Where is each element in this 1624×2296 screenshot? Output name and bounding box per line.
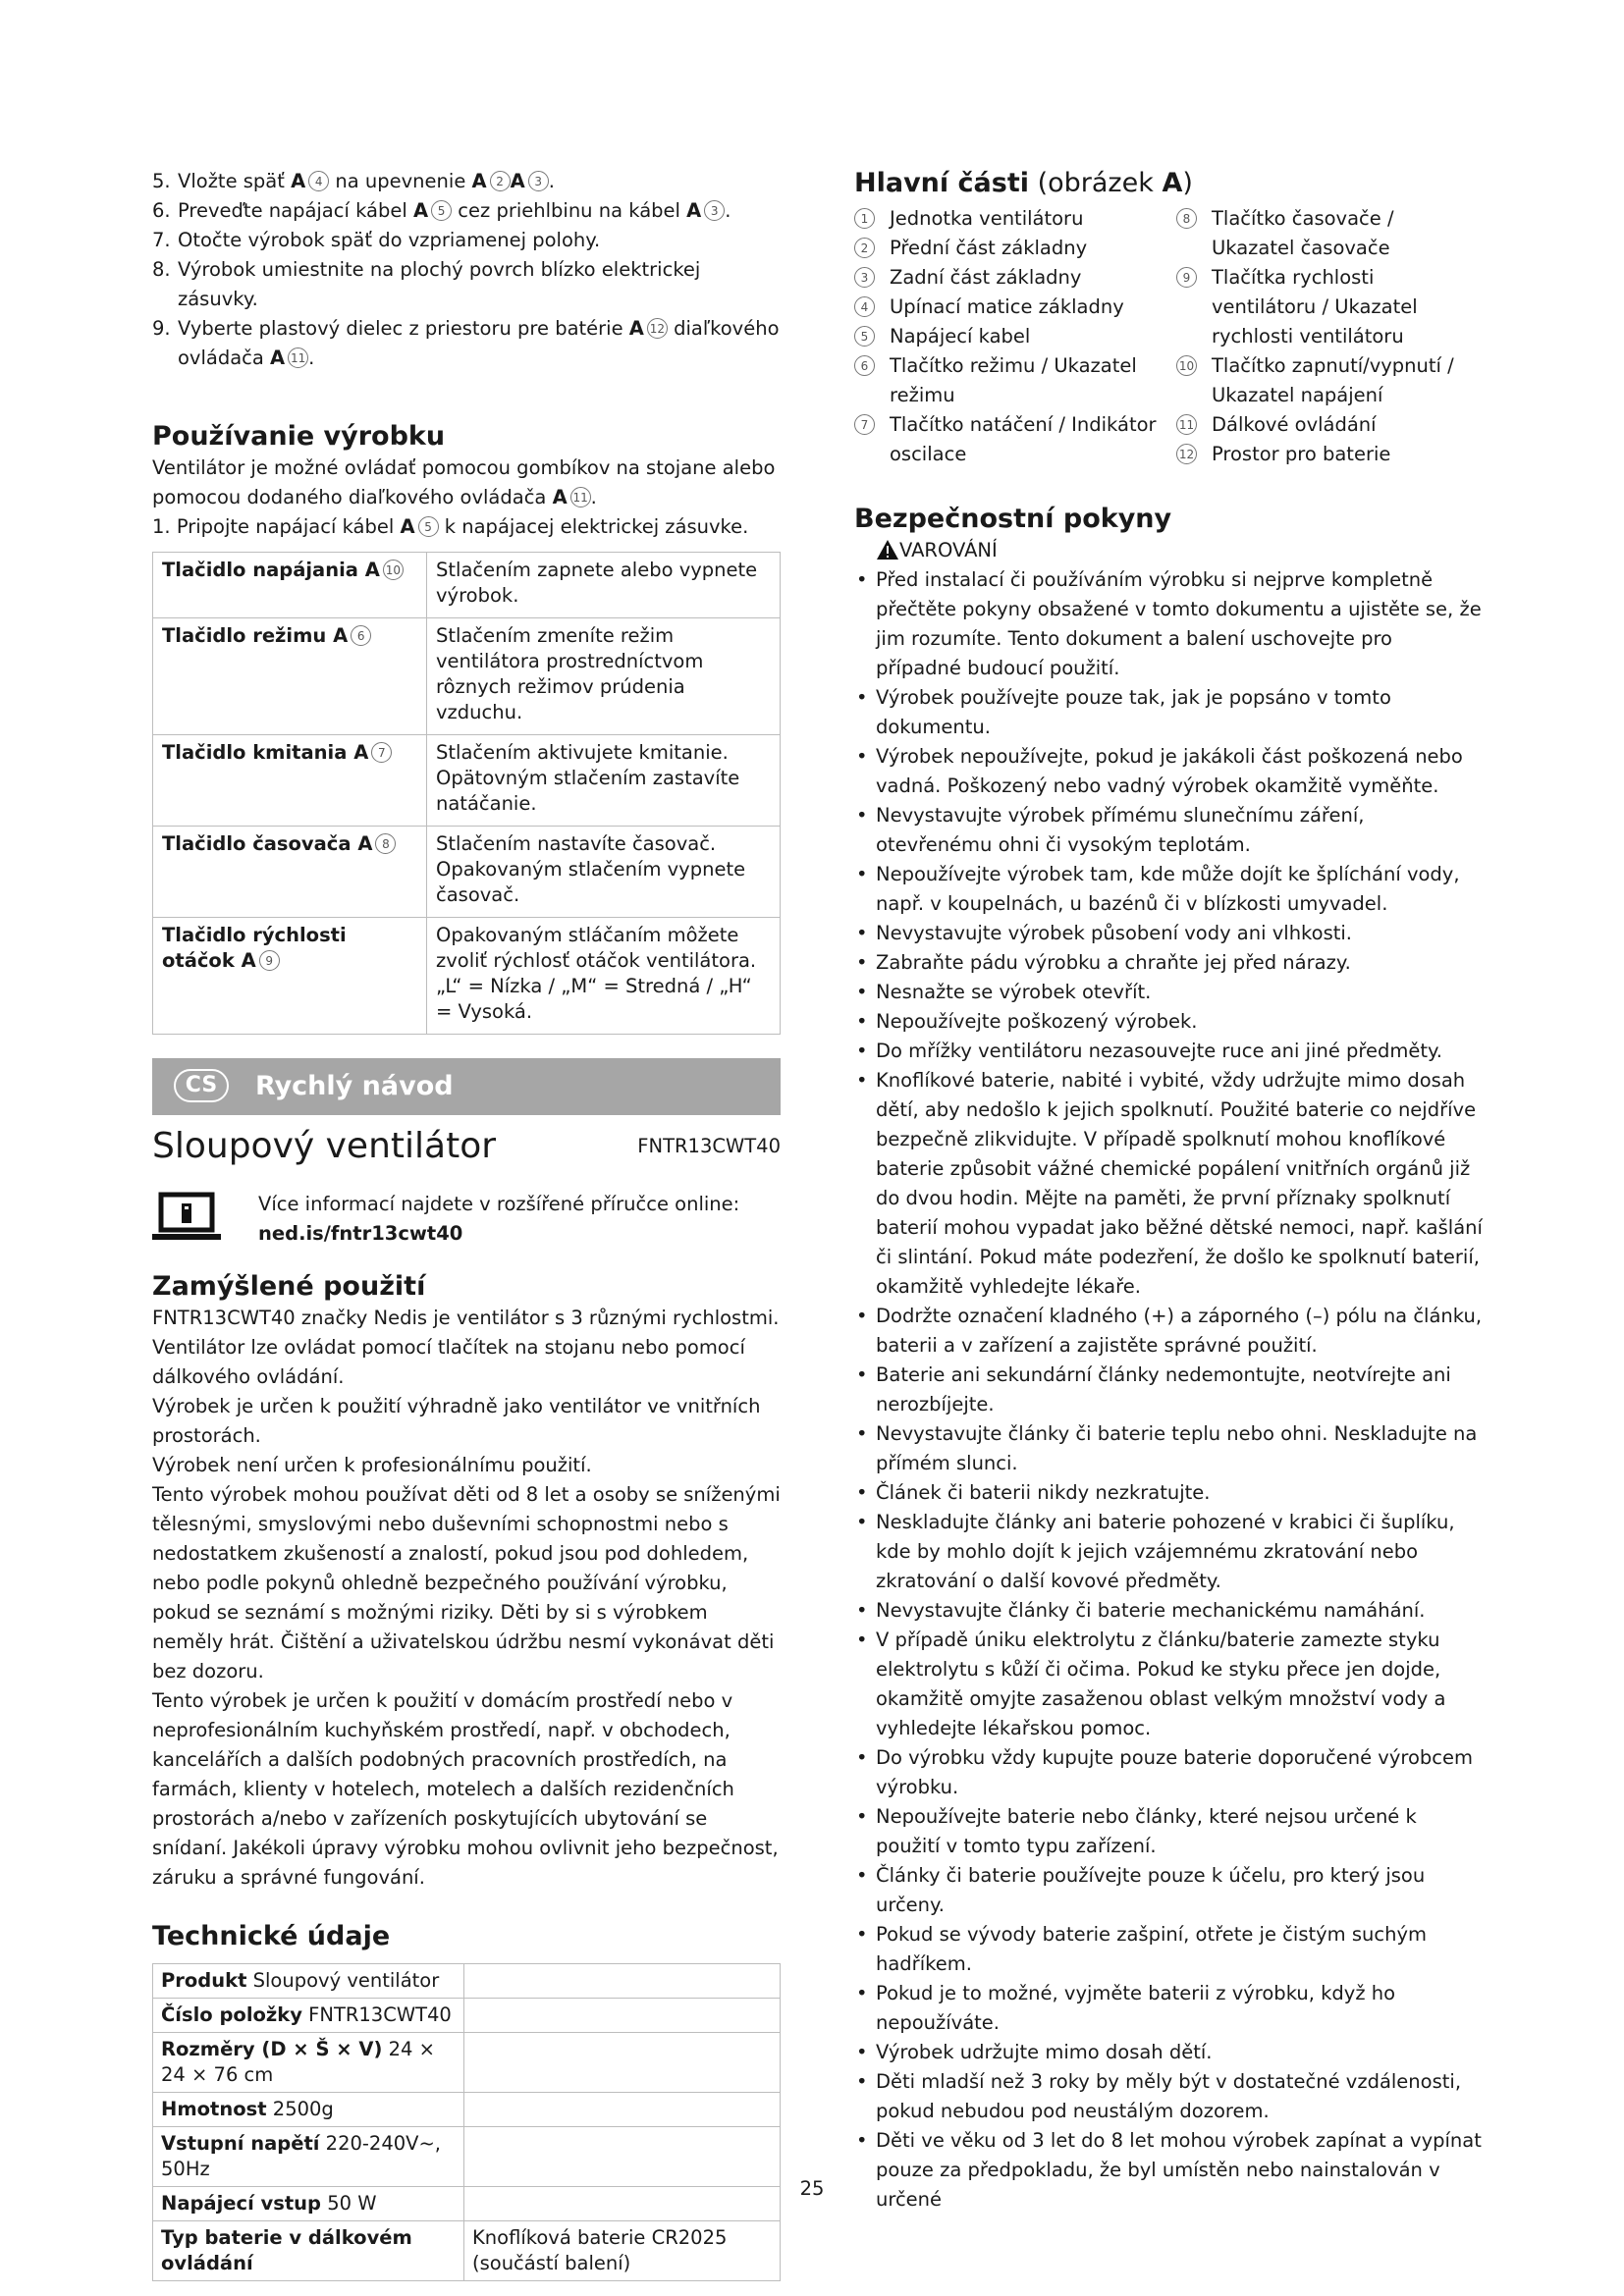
part-item: 4 Upínací matice základny [854,293,1168,322]
part-number-icon: 10 [1176,355,1197,376]
list-item: • Do výrobku vždy kupujte pouze baterie doporučené výrobcem výrobku. [854,1743,1483,1802]
list-item: • Před instalací či používáním výrobku si nejprve kompletně přečtěte pokyny obsažené v tomto dokumentu a ujistěte se, že jim rozumíte. Tento dokument a balení uschovejte pro případné budoucí použití. [854,565,1483,683]
list-item: • Články či baterie používejte pouze k účelu, pro který jsou určeny. [854,1861,1483,1920]
part-number-icon: 9 [1176,267,1197,288]
parts-column-1 [854,204,1168,469]
info-link[interactable]: ned.is/fntr13cwt40 [258,1222,463,1245]
list-item: • V případě úniku elektrolytu z článku/baterie zamezte styku elektrolytu s kůží či očima. Pokud ke styku přece jen dojde, okamžitě omyjte zasaženou oblast velkým množství vody a vyhledejte lékařskou pomoc. [854,1626,1483,1743]
list-item: • Výrobek udržujte mimo dosah dětí. [854,2038,1483,2067]
part-number-icon: 11 [1176,414,1197,435]
right-column [854,167,1483,2215]
intended-paragraph: Tento výrobek je určen k použití v domácím prostředí nebo v neprofesionálním kuchyňském prostředí, např. v obchodech, kancelářích a dalších podobných pracovních prostředích, na farmách, klienty v hotelech, motelech a dalších rezidenčních prostorách a/nebo v zařízeních poskytujících ubytování se snídaní. Jakékoli úpravy výrobku mohou ovlivnit jeho bezpečnost, záruku a správné fungování. [152,1689,779,1889]
part-number-icon: 4 [854,296,875,317]
list-item: • Děti mladší než 3 roky by měly být v dostatečné vzdálenosti, pokud nebudou pod neustálým dozorem. [854,2067,1483,2126]
part-number-icon: 1 [854,208,875,229]
table-row: Tlačidlo napájania A 10 Stlačením zapnete alebo vypnete výrobok. [153,553,781,618]
part-item: 9 Tlačítka rychlosti ventilátoru / Ukazatel rychlosti ventilátoru [1176,263,1483,351]
parts-column-2 [1176,204,1483,469]
part-ref-icon: 3 [704,200,725,221]
list-item: • Nevystavujte výrobek působení vody ani vlhkosti. [854,919,1483,948]
part-number-icon: 6 [854,355,875,376]
specs-table [152,1963,781,2281]
list-item: • Knoflíkové baterie, nabité i vybité, vždy udržujte mimo dosah dětí, aby nedošlo k jejich spolknutí. Použité baterie co nejdříve bezpečně zlikvidujte. V případě spolknutí mohou knoflíkové baterie způsobit vážné chemické popálení vnitřních orgánů již do dvou hodin. Mějte na paměti, že první příznaky spolknutí baterií mohou vypadat jako běžné dětské nemoci, např. kašlání či slintání. Pokud máte podezření, že došlo ke spolknutí baterií, okamžitě vyhledejte lékaře. [854,1066,1483,1302]
safety-heading: Bezpečnostní pokyny [854,504,1172,534]
table-row: Hmotnost 2500g [153,2093,781,2127]
intended-paragraph: Ventilátor lze ovládat pomocí tlačítek na stojanu nebo pomocí dálkového ovládání. [152,1336,745,1388]
product-title: Sloupový ventilátor [152,1126,497,1166]
table-row: Číslo položky FNTR13CWT40 [153,1999,781,2033]
part-ref-icon: 10 [383,560,404,580]
part-number-icon: 8 [1176,208,1197,229]
part-item: 10 Tlačítko zapnutí/vypnutí / Ukazatel napájení [1176,351,1483,410]
part-item: 6 Tlačítko režimu / Ukazatel režimu [854,351,1168,410]
part-item: 12 Prostor pro baterie [1176,440,1483,469]
list-item: • Zabraňte pádu výrobku a chraňte jej před nárazy. [854,948,1483,978]
usage-heading: Používanie výrobku [152,421,446,452]
table-row: Tlačidlo časovača A 8 Stlačením nastavíte časovač. Opakovaným stlačením vypnete časovač. [153,827,781,918]
part-number-icon: 12 [1176,444,1197,464]
part-ref-icon: 11 [570,487,591,507]
part-ref-icon: 4 [308,171,329,191]
usage-intro: Ventilátor je možné ovládať pomocou gombíkov na stojane alebo pomocou dodaného diaľkového ovládača A 11 . [152,456,776,508]
usage-step-1: 1. Pripojte napájací kábel A 5 k napájacej elektrickej zásuvke. [152,515,749,538]
list-item: • Do mřížky ventilátoru nezasouvejte ruce ani jiné předměty. [854,1037,1483,1066]
language-banner [152,1058,781,1115]
part-ref-icon: 9 [259,950,280,971]
part-item: 8 Tlačítko časovače / Ukazatel časovače [1176,204,1483,263]
parts-heading: Hlavní části (obrázek A) [854,168,1193,198]
step-item: 6. Preveďte napájací kábel A 5 cez priehlbinu na kábel A 3 . [152,199,731,222]
part-item: 11 Dálkové ovládání [1176,410,1483,440]
part-number-icon: 3 [854,267,875,288]
list-item: • Pokud se vývody baterie zašpiní, otřete je čistým suchým hadříkem. [854,1920,1483,1979]
part-item: 5 Napájecí kabel [854,322,1168,351]
list-item: • Nepoužívejte výrobek tam, kde může dojít ke šplíchání vody, např. v koupelnách, u bazénů či v blízkosti umyvadel. [854,860,1483,919]
part-ref-icon: 6 [351,625,371,646]
safety-list [854,565,1483,2215]
controls-table [152,552,781,1035]
step-item: 8. Výrobok umiestnite na plochý povrch blízko elektrickej zásuvky. [152,258,701,310]
intended-use-heading: Zamýšlené použití [152,1271,426,1302]
list-item: • Nevystavujte výrobek přímému slunečnímu záření, otevřenému ohni či vysokým teplotám. [854,801,1483,860]
laptop-info-icon [152,1192,221,1243]
intended-paragraph: Tento výrobek mohou používat děti od 8 let a osoby se sníženými tělesnými, smyslovými nebo duševními schopnostmi nebo s nedostatkem zkušeností a znalostí, pokud jsou pod dohledem, nebo podle pokynů ohledně bezpečného používání výrobku, pokud se seznámí s možnými riziky. Děti by si s výrobkem neměly hrát. Čištění a uživatelskou údržbu nesmí vykonávat děti bez dozoru. [152,1483,781,1682]
assembly-steps [152,167,781,373]
table-row: Tlačidlo kmitania A 7 Stlačením aktivujete kmitanie. Opätovným stlačením zastavíte natáčanie. [153,735,781,827]
part-item: 2 Přední část základny [854,234,1168,263]
tech-specs-heading: Technické údaje [152,1921,391,1951]
part-number-icon: 2 [854,238,875,258]
part-ref-icon: 7 [371,742,392,763]
part-ref-icon: 5 [418,516,439,537]
table-row: Tlačidlo režimu A 6 Stlačením zmeníte režim ventilátora prostredníctvom rôznych režimov prúdenia vzduchu. [153,618,781,735]
part-ref-icon: 11 [288,347,308,368]
list-item: • Nepoužívejte poškozený výrobek. [854,1007,1483,1037]
list-item: • Nesnažte se výrobek otevřít. [854,978,1483,1007]
table-row: Produkt Sloupový ventilátor [153,1964,781,1999]
table-row: Napájecí vstup 50 W [153,2187,781,2221]
step-item: 9. Vyberte plastový dielec z priestoru pre batérie A 12 diaľkového ovládača A 11 . [152,317,780,369]
page-number: 25 [799,2177,825,2200]
warning-triangle-icon [876,539,899,561]
product-code: FNTR13CWT40 [637,1135,781,1157]
list-item: • Nepoužívejte baterie nebo články, které nejsou určené k použití v tomto typu zařízení. [854,1802,1483,1861]
online-info [152,1188,781,1262]
list-item: • Děti ve věku od 3 let do 8 let mohou výrobek zapínat a vypínat pouze za předpokladu, že byl umístěn nebo nainstalován v určené [854,2126,1483,2215]
step-item: 5. Vložte späť A 4 na upevnenie A 2 A 3 . [152,170,555,192]
table-row: Vstupní napětí 220-240V~, 50Hz [153,2127,781,2187]
intended-paragraph: Výrobek je určen k použití výhradně jako ventilátor ve vnitřních prostorách. [152,1395,761,1447]
list-item: • Dodržte označení kladného (+) a záporného (–) pólu na článku, baterii a v zařízení a zajistěte správné použití. [854,1302,1483,1361]
intended-paragraph: Výrobek není určen k profesionálnímu použití. [152,1454,592,1476]
part-number-icon: 7 [854,414,875,435]
part-ref-icon: 2 [490,171,511,191]
list-item: • Pokud je to možné, vyjměte baterii z výrobku, když ho nepoužíváte. [854,1979,1483,2038]
part-ref-icon: 3 [528,171,549,191]
list-item: • Výrobek nepoužívejte, pokud je jakákoli část poškozená nebo vadná. Poškozený nebo vadný výrobek okamžitě vyměňte. [854,742,1483,801]
part-item: 3 Zadní část základny [854,263,1168,293]
part-item: 7 Tlačítko natáčení / Indikátor oscilace [854,410,1168,469]
table-row: Tlačidlo rýchlosti otáčok A 9 Opakovaným stláčaním môžete zvoliť rýchlosť otáčok ventilátora. „L“ = Nízka / „M“ = Stredná / „H“ = Vysoká. [153,918,781,1035]
list-item: • Článek či baterii nikdy nezkratujte. [854,1478,1483,1508]
parts-list [854,204,1483,471]
intended-paragraph: FNTR13CWT40 značky Nedis je ventilátor s 3 různými rychlostmi. [152,1307,780,1329]
list-item: • Nevystavujte články či baterie teplu nebo ohni. Neskladujte na přímém slunci. [854,1419,1483,1478]
part-ref-icon: 12 [647,318,668,339]
part-ref-icon: 5 [431,200,452,221]
table-row: Typ baterie v dálkovém ovládání Knoflíková baterie CR2025 (součástí balení) [153,2221,781,2281]
list-item: • Nevystavujte články či baterie mechanickému namáhání. [854,1596,1483,1626]
part-item: 1 Jednotka ventilátoru [854,204,1168,234]
part-ref-icon: 8 [375,833,396,854]
step-item: 7. Otočte výrobok späť do vzpriamenej polohy. [152,229,601,251]
list-item: • Výrobek používejte pouze tak, jak je popsáno v tomto dokumentu. [854,683,1483,742]
list-item: • Neskladujte články ani baterie pohozené v krabici či šuplíku, kde by mohlo dojít k jejich vzájemnému zkratování nebo zkratování o další kovové předměty. [854,1508,1483,1596]
list-item: • Baterie ani sekundární články nedemontujte, neotvírejte ani nerozbíjejte. [854,1361,1483,1419]
banner-title: Rychlý návod [255,1071,454,1101]
info-line: Více informací najdete v rozšířené příručce online: [258,1193,740,1215]
warning-label: VAROVÁNÍ [854,536,1483,565]
table-row: Rozměry (D × Š × V) 24 × 24 × 76 cm [153,2033,781,2093]
product-header [152,1121,781,1170]
left-column [152,167,781,2281]
part-number-icon: 5 [854,326,875,347]
language-badge: CS [174,1069,229,1102]
